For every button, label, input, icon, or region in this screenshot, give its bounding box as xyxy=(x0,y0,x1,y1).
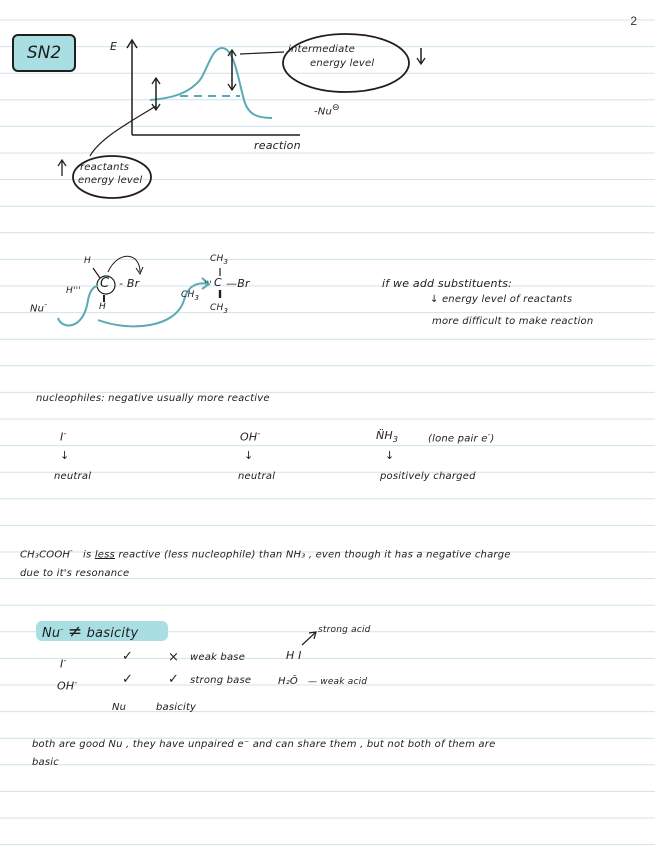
basicity-row2-nu-check: ✓ xyxy=(122,672,134,687)
basicity-row1-text: weak base xyxy=(190,652,246,663)
molecule1-carbon: C xyxy=(100,276,110,291)
molecule2-bromine: —Br xyxy=(226,277,250,290)
final-note-line1: both are good Nu , they have unpaired e⁻ and can share them , but not both of them are xyxy=(32,739,496,750)
ammonia-note: (lone pair e-) xyxy=(428,431,495,445)
molecule2-wedges: ''' xyxy=(204,280,213,290)
intermediate-label-line2: energy level xyxy=(310,58,375,69)
molecule2-carbon: C xyxy=(214,276,222,289)
basicity-row2-acid-note: — weak acid xyxy=(308,677,368,687)
basicity-footer-basicity: basicity xyxy=(156,702,197,713)
iodide-arrow: ↓ xyxy=(60,449,70,462)
energy-axis-label: E xyxy=(110,40,118,53)
reactants-label-line1: reactants xyxy=(80,162,130,173)
basicity-row1-nu-check: ✓ xyxy=(122,649,134,664)
basicity-row2-text: strong base xyxy=(190,675,252,686)
basicity-row1-species: I- xyxy=(60,656,67,671)
ammonia-arrow: ↓ xyxy=(385,449,395,462)
substituent-note-line1: if we add substituents: xyxy=(382,277,513,290)
iodide-charge: neutral xyxy=(54,471,92,482)
molecule1-h-bottom: H xyxy=(99,302,106,312)
acetate-note-line1: CH₃COOH- is less reactive (less nucleophile) than NH₃ , even though it has a negative charge xyxy=(20,547,511,561)
page-title: SN2 xyxy=(12,34,76,72)
final-note-line2: basic xyxy=(32,757,59,768)
basicity-footer-nu: Nu xyxy=(112,702,127,713)
hydroxide-arrow: ↓ xyxy=(244,449,254,462)
strong-acid-label: strong acid xyxy=(318,625,371,635)
intermediate-label-line1: intermediate xyxy=(288,44,355,55)
ammonia-label: $N̈H_3$ xyxy=(376,429,399,445)
basicity-row1-acid: H I xyxy=(286,649,302,662)
iodide-label: I- xyxy=(60,429,67,444)
nucleophile-label: -Nu⊖ xyxy=(314,103,340,118)
molecule2-ch3-left: $CH_3$ xyxy=(181,290,200,302)
substituent-note-line2: ↓ energy level of reactants xyxy=(430,294,573,305)
substituent-note-line3: more difficult to make reaction xyxy=(432,316,594,327)
basicity-row2-species: OH- xyxy=(57,678,78,693)
page-number: 2 xyxy=(630,14,637,28)
hydroxide-label: OH- xyxy=(240,429,261,444)
basicity-row1-base-mark: × xyxy=(168,650,180,665)
ammonia-charge: positively charged xyxy=(380,471,476,482)
acetate-note-line2: due to it's resonance xyxy=(20,568,130,579)
reaction-axis-label: reaction xyxy=(254,139,301,152)
molecule1-h-left: H''' xyxy=(66,286,81,296)
basicity-heading: Nu- ≠ basicity xyxy=(42,622,139,642)
molecule1-bromine: - Br xyxy=(119,277,140,290)
reactants-label-line2: energy level xyxy=(78,175,143,186)
hydroxide-charge: neutral xyxy=(238,471,276,482)
molecule2-ch3-bottom: $CH_3$ xyxy=(210,303,229,315)
basicity-row2-acid: H₂Ō xyxy=(278,676,298,687)
nucleophile-attacker: Nu- xyxy=(30,300,48,315)
nucleophiles-heading: nucleophiles: negative usually more reactive xyxy=(36,393,270,404)
basicity-row2-base-mark: ✓ xyxy=(168,672,180,687)
molecule1-h-top: H xyxy=(84,256,91,266)
molecule2-ch3-top: $CH_3$ xyxy=(210,254,229,266)
